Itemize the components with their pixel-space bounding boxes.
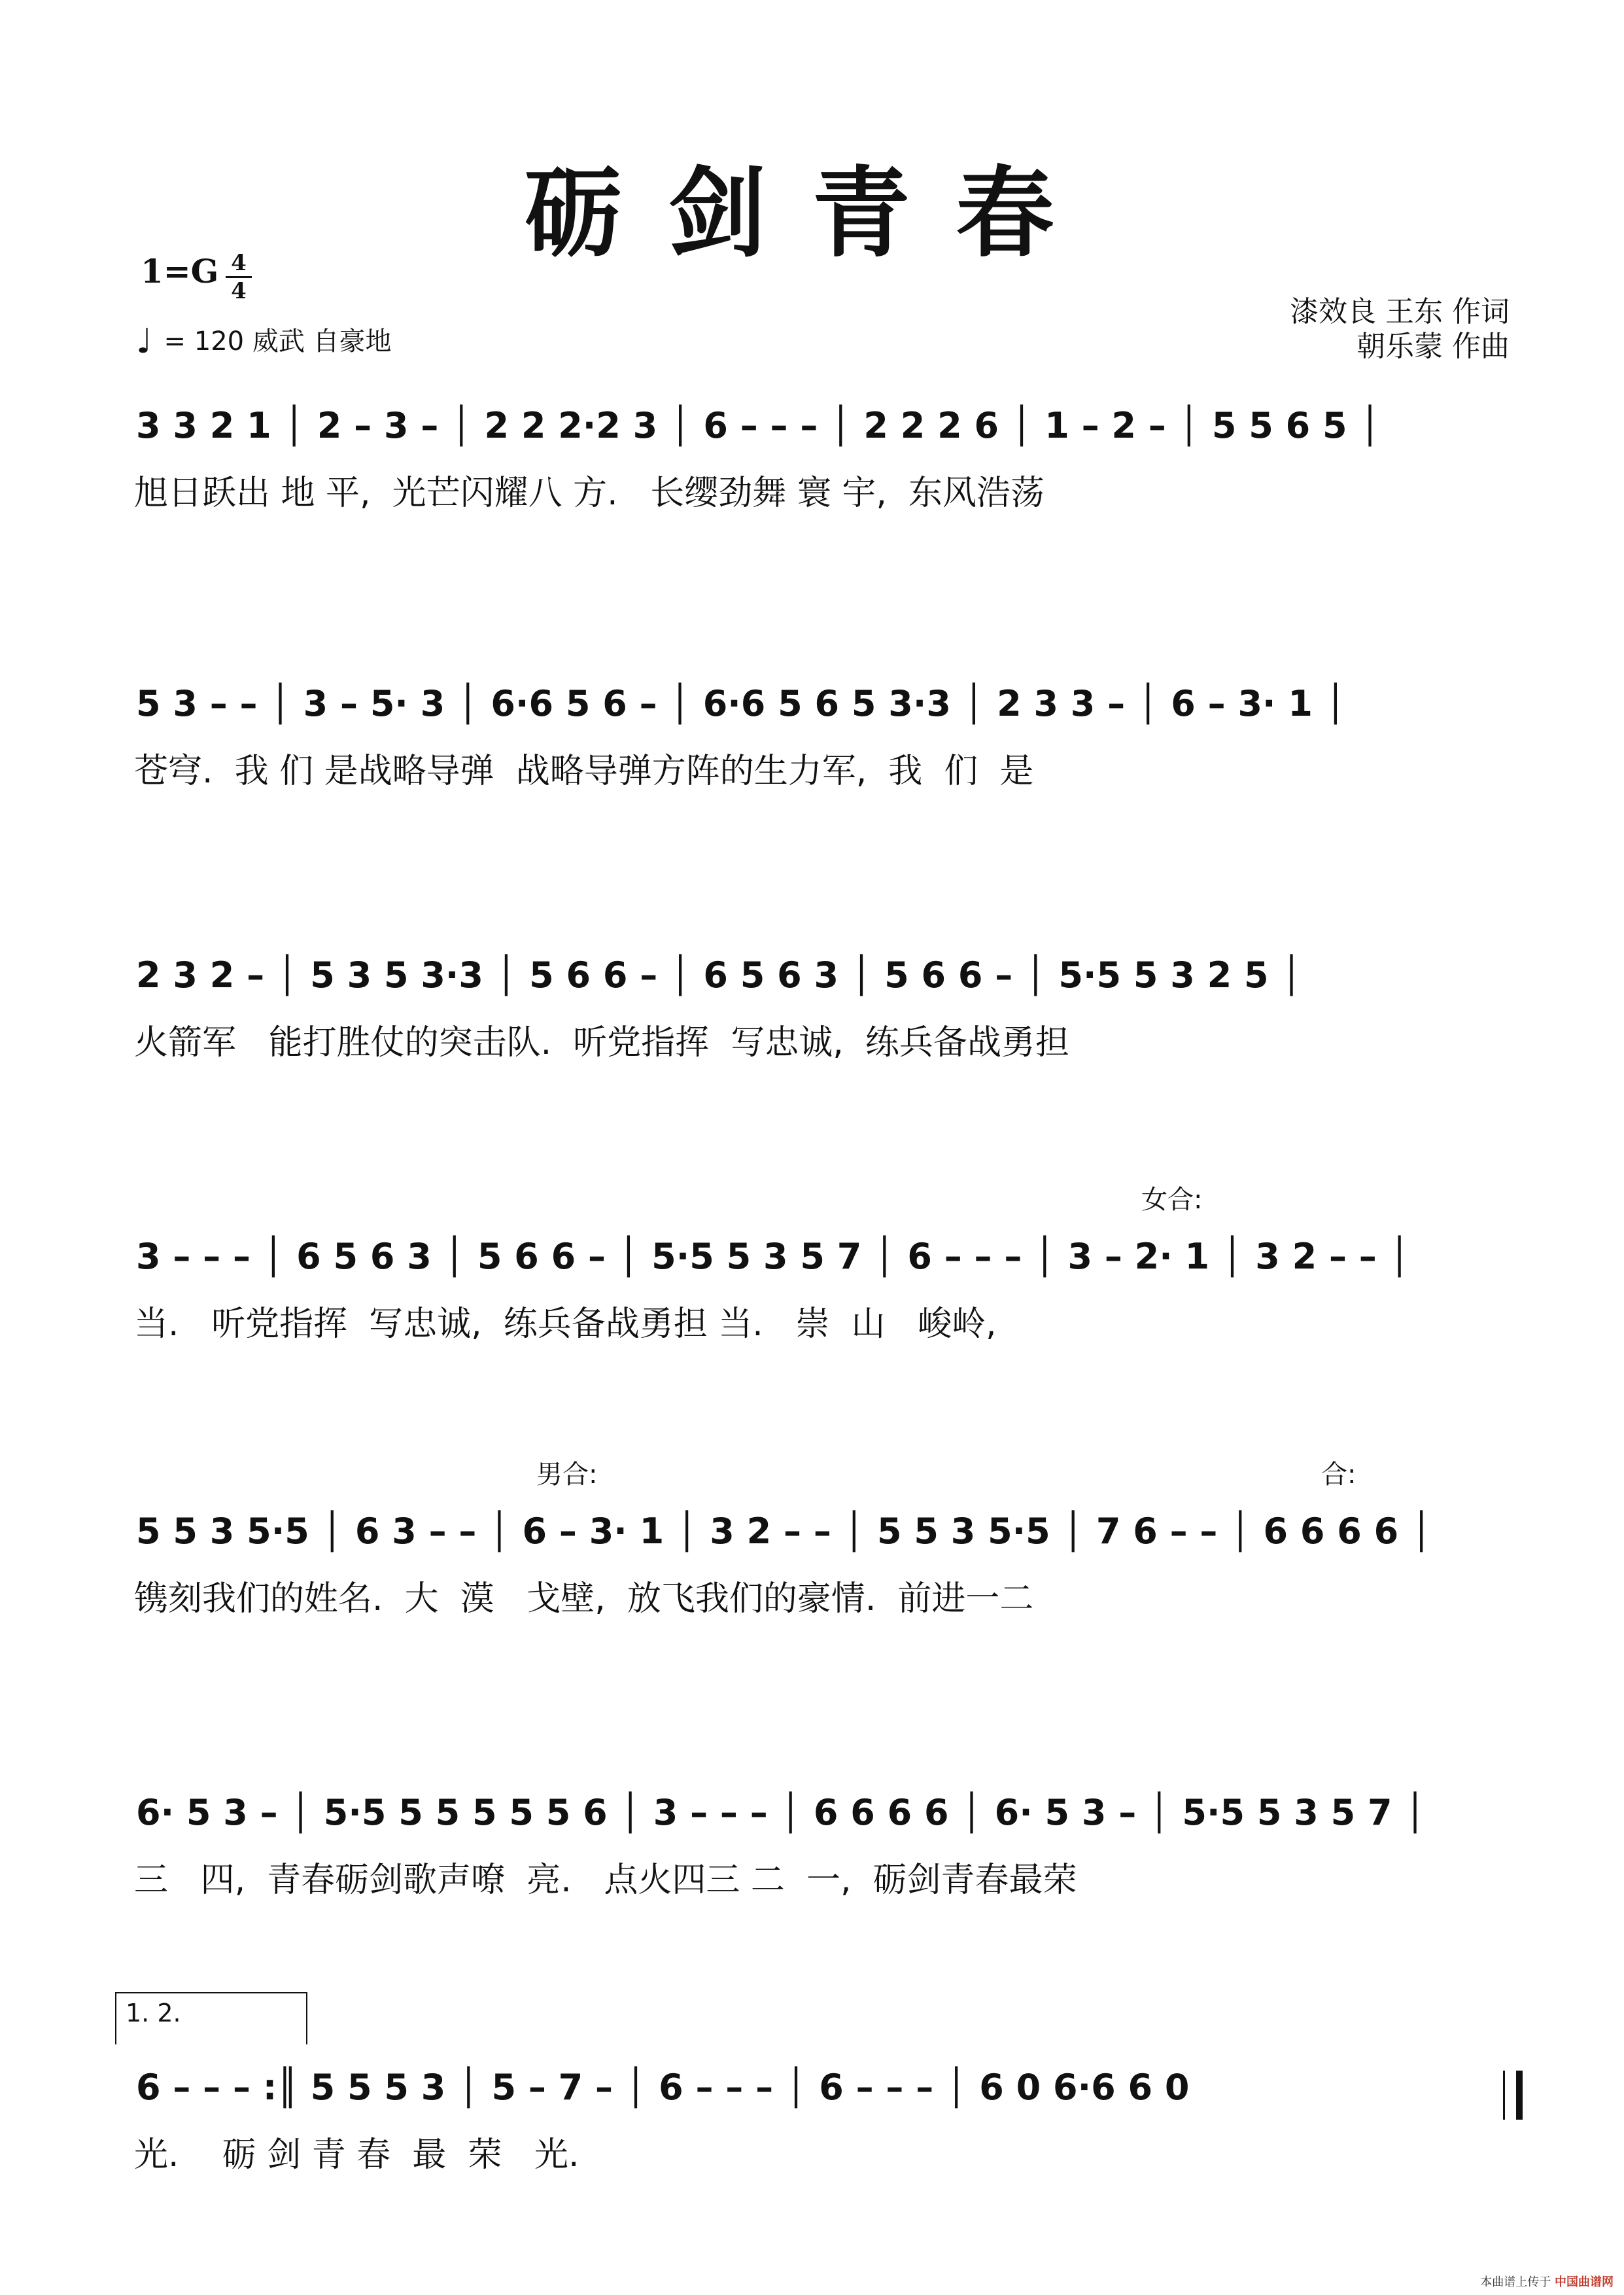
time-signature [226, 251, 252, 304]
score-row-4 [0, 1185, 1624, 1393]
time-signature-bottom: 4 [231, 278, 247, 304]
notation-line: 2 3 2 – │ 5 3 5 3·3 │ 5 6 6 – │ 6 5 6 3 │ 5 6 6 – │ 5·5 5 3 2 5 │ [136, 954, 1302, 996]
lyric-line: 光. 砺 剑 青 春 最 荣 光. [134, 2135, 579, 2175]
footer-brand: 中国曲谱网 [1555, 2275, 1614, 2289]
lyric-line: 当. 听党指挥 写忠诚, 练兵备战勇担 当. 崇 山 峻岭, [134, 1304, 997, 1344]
lyric-line: 镌刻我们的姓名. 大 漠 戈壁, 放飞我们的豪情. 前进一二 [134, 1579, 1034, 1619]
part-label-female-chorus: 女合: [1141, 1185, 1203, 1215]
quarter-note-icon: ♩ [136, 322, 152, 361]
score-row-6 [0, 1779, 1624, 1950]
part-label-tutti: 合: [1321, 1460, 1356, 1490]
notation-line: 6 – – – :║ 5 5 5 3 │ 5 – 7 – │ 6 – – – │ 6 – – – │ 6 0 6·6 6 0 [136, 2066, 1190, 2108]
score-row-1 [0, 393, 1624, 563]
lyric-line: 苍穹. 我 们 是战略导弹 战略导弹方阵的生力军, 我 们 是 [134, 751, 1034, 791]
footer-watermark [1480, 2273, 1614, 2290]
tempo-marking [136, 321, 392, 361]
notation-line: 5 3 – – │ 3 – 5· 3 │ 6·6 5 6 – │ 6·6 5 6 5 3·3 │ 2 3 3 – │ 6 – 3· 1 │ [136, 682, 1347, 724]
score-row-2 [0, 671, 1624, 841]
final-barline [1503, 2071, 1523, 2120]
song-title: 砺剑青春 [524, 156, 1100, 271]
part-label-male-chorus: 男合: [536, 1460, 598, 1490]
notation-line: 5 5 3 5·5 │ 6 3 – – │ 6 – 3· 1 │ 3 2 – – │ 5 5 3 5·5 │ 7 6 – – │ 6 6 6 6 │ [136, 1510, 1432, 1552]
notation-line: 3 – – – │ 6 5 6 3 │ 5 6 6 – │ 5·5 5 3 5 7 │ 6 – – – │ 3 – 2· 1 │ 3 2 – – │ [136, 1235, 1411, 1277]
lyric-line: 三 四, 青春砺剑歌声嘹 亮. 点火四三 二 一, 砺剑青春最荣 [134, 1860, 1077, 1900]
score-row-7 [0, 1999, 1624, 2224]
composer-credit: 朝乐蒙 作曲 [1356, 330, 1510, 363]
footer-prefix: 本曲谱上传于 [1480, 2275, 1551, 2289]
lyricist-credit: 漆效良 王东 作词 [1290, 295, 1510, 328]
volta-label: 1. 2. [126, 1999, 181, 2027]
notation-line: 6· 5 3 – │ 5·5 5 5 5 5 5 6 │ 3 – – – │ 6 6 6 6 │ 6· 5 3 – │ 5·5 5 3 5 7 │ [136, 1791, 1426, 1833]
volta-bracket [115, 1992, 307, 2044]
tempo-text: = 120 威武 自豪地 [164, 326, 392, 357]
notation-line: 3 3 2 1 │ 2 – 3 – │ 2 2 2·2 3 │ 6 – – – │ 2 2 2 6 │ 1 – 2 – │ 5 5 6 5 │ [136, 404, 1381, 446]
lyric-line: 火箭军 能打胜仗的突击队. 听党指挥 写忠诚, 练兵备战勇担 [134, 1023, 1069, 1062]
score-row-3 [0, 942, 1624, 1112]
score-row-5 [0, 1460, 1624, 1668]
lyric-line: 旭日跃出 地 平, 光芒闪耀八 方. 长缨劲舞 寰 宇, 东风浩荡 [134, 473, 1045, 513]
time-signature-top: 4 [231, 250, 247, 276]
key-signature: 1=G [141, 252, 219, 290]
